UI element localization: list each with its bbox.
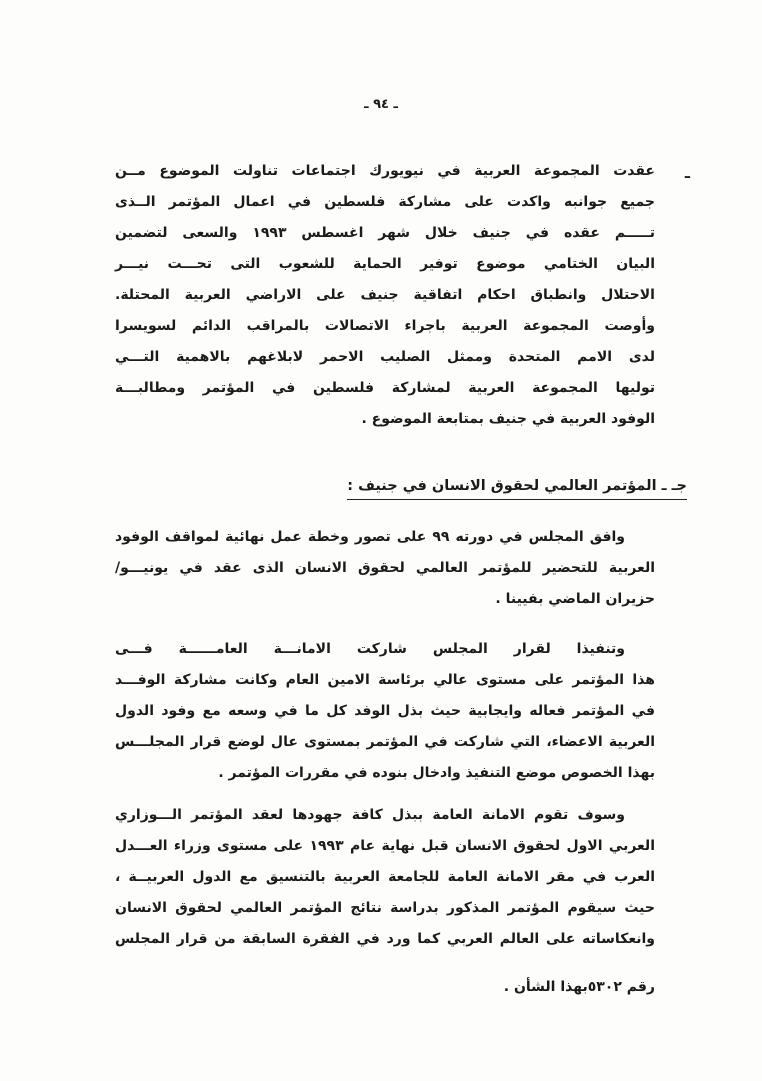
text-line: توليها المجموعة العربية لمشاركة فلسطين في المؤتمر ومطالبـــة [115,380,655,396]
text-line: العربية للتحضير للمؤتمر العالمي لحقوق الانسان الذى عقد في يونيـــو/ [115,560,655,576]
paragraph-c2 [115,634,655,789]
text-line: حزيران الماضي بفيينا . [495,591,655,607]
text-line: وسوف تقوم الامانة العامة ببذل كافة جهودها لعقد المؤتمر الـــوزاري [115,807,625,823]
text-line: وتنفيذا لقرار المجلس شاركت الامانـــة العامــــــة فـــى [115,641,625,657]
text-line: العربي الاول لحقوق الانسان قبل نهاية عام ١٩٩٣ على مستوى وزراء العـــدل [115,838,655,854]
paragraph-closing-line [115,972,655,1003]
text-line: وانعكاساته على العالم العربي كما ورد في الفقرة السابقة من قرار المجلس [115,931,655,947]
text-line: عقدت المجموعة العربية في نيويورك اجتماعات تناولت الموضوع مــن [115,163,655,179]
list-dash-marker: ـ [684,164,690,182]
text-line: العرب في مقر الامانة العامة للجامعة العربية بالتنسيق مع الدول العربيــة ، [115,869,655,885]
text-line: تـــــم عقده في جنيف خلال شهر اغسطس ١٩٩٣ والسعى لتضمين [115,225,655,241]
text-line: بهذا الخصوص موضع التنفيذ وادخال بنوده في مقررات المؤتمر . [218,765,655,781]
text-line: العربية الاعضاء، التي شاركت في المؤتمر بمستوى عال لوضع قرار المجلـــس [115,734,655,750]
section-heading [347,478,687,500]
section-heading-text: جـ ـ المؤتمر العالمي لحقوق الانسان في جنيف : [347,478,687,500]
text-line: وأوصت المجموعة العربية باجراء الاتصالات بالمراقب الدائم لسويسرا [115,318,655,334]
text-line: رقم ٥٣٠٢بهذا الشأن . [503,979,655,995]
page-number: ـ ٩٤ ـ [364,97,398,112]
paragraph-c1 [115,522,655,615]
text-line: جميع جوانبه واكدت على مشاركة فلسطين في اعمال المؤتمر الــذى [115,194,655,210]
text-line: حيث سيقوم المؤتمر المذكور بدراسة نتائج المؤتمر العالمي لحقوق الانسان [115,900,655,916]
paragraph-item-b [115,156,655,435]
text-line: البيان الختامي موضوع توفير الحماية للشعوب التى تحـــت نيـــر [115,256,655,272]
paragraph-c3 [115,800,655,955]
text-line: في المؤتمر فعاله وايجابية حيث بذل الوفد كل ما في وسعه مع وفود الدول [115,703,655,719]
text-line: وافق المجلس في دورته ٩٩ على تصور وخطة عمل نهائية لمواقف الوفود [115,529,625,545]
text-line: الوفود العربية في جنيف بمتابعة الموضوع . [361,411,655,427]
text-line: لدى الامم المتحدة وممثل الصليب الاحمر لابلاغهم بالاهمية التـــي [115,349,655,365]
text-line: الاحتلال وانطباق احكام اتفاقية جنيف على الاراضي العربية المحتلة. [115,287,655,303]
text-line: هذا المؤتمر على مستوى عالي برئاسة الامين العام وكانت مشاركة الوفـــد [115,672,655,688]
